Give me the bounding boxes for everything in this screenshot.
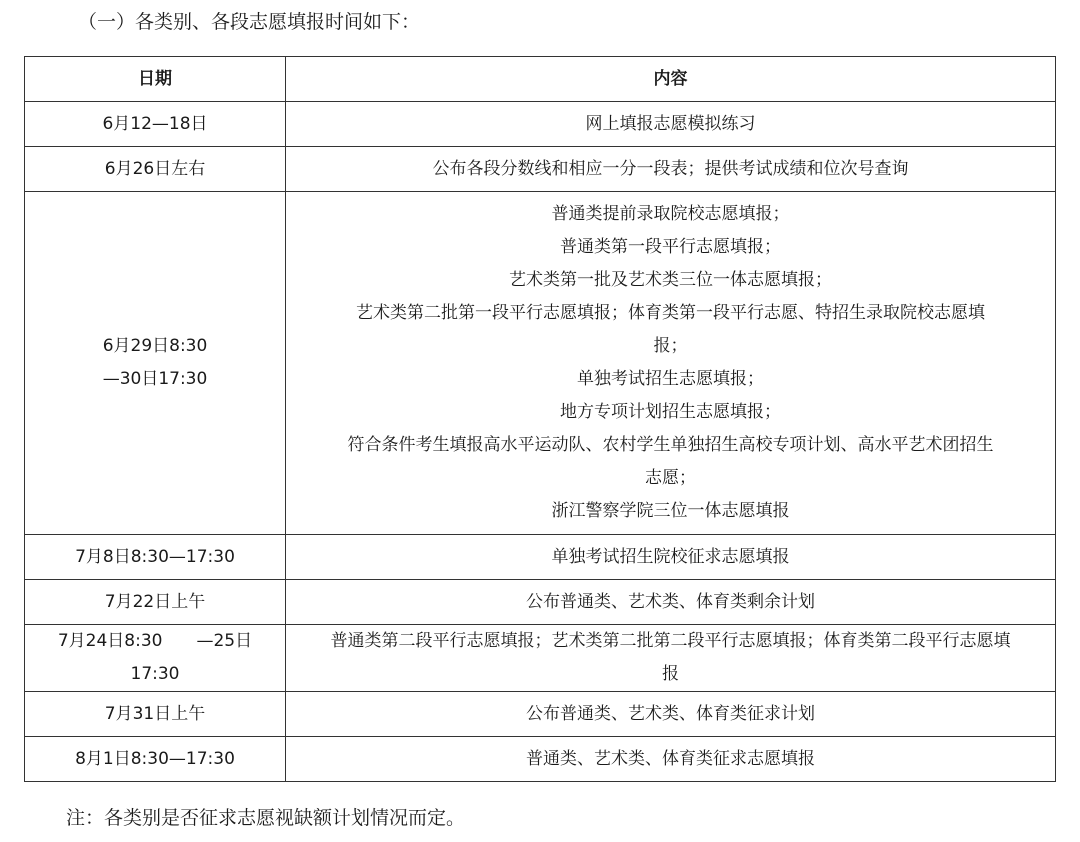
section-heading: （一）各类别、各段志愿填报时间如下： (78, 11, 421, 33)
date-text: 6月29日8:30 (102, 336, 208, 356)
table-row (25, 580, 1056, 625)
content-cell (286, 535, 1056, 580)
content-cell (286, 102, 1056, 147)
content-text: 报； (653, 336, 688, 356)
table-row (25, 147, 1056, 192)
content-text: 公布普通类、艺术类、体育类征求计划 (526, 703, 815, 724)
table-row (25, 535, 1056, 580)
content-text: 地方专项计划招生志愿填报； (560, 402, 781, 422)
content-text: 普通类、艺术类、体育类征求志愿填报 (526, 748, 815, 769)
content-text: 普通类第一段平行志愿填报； (560, 237, 781, 257)
content-text: 符合条件考生填报高水平运动队、农村学生单独招生高校专项计划、高水平艺术团招生 (347, 435, 994, 455)
content-text: 志愿； (645, 468, 696, 488)
content-text: 公布普通类、艺术类、体育类剩余计划 (526, 591, 815, 612)
schedule-table (24, 56, 1056, 782)
content-text: 普通类提前录取院校志愿填报； (551, 204, 790, 224)
date-cell (25, 102, 286, 147)
content-cell (286, 147, 1056, 192)
column-header-content: 内容 (286, 57, 1056, 102)
content-text: 公布各段分数线和相应一分一段表；提供考试成绩和位次号查询 (432, 158, 909, 179)
table-body (25, 102, 1056, 782)
column-header-date: 日期 (25, 57, 286, 102)
table-header-row (25, 57, 1056, 102)
content-text: 艺术类第一批及艺术类三位一体志愿填报； (509, 270, 832, 290)
table-row (25, 625, 1056, 692)
date-cell (25, 580, 286, 625)
content-text: 艺术类第二批第一段平行志愿填报；体育类第一段平行志愿、特招生录取院校志愿填 (356, 303, 985, 323)
footnote: 注：各类别是否征求志愿视缺额计划情况而定。 (66, 807, 466, 829)
date-text: 8月1日8:30—17:30 (75, 748, 235, 769)
content-text: 单独考试招生志愿填报； (577, 369, 764, 389)
table-row (25, 737, 1056, 782)
content-cell (286, 192, 1056, 535)
date-text: 7月8日8:30—17:30 (75, 546, 235, 567)
date-cell (25, 192, 286, 535)
content-cell (286, 580, 1056, 625)
content-text: 普通类第二段平行志愿填报；艺术类第二批第二段平行志愿填报；体育类第二段平行志愿填 (330, 631, 1011, 651)
date-text: 7月31日上午 (104, 703, 206, 724)
date-text: 7月22日上午 (104, 591, 206, 612)
date-text: —30日17:30 (102, 369, 208, 389)
table-row (25, 102, 1056, 147)
date-cell (25, 147, 286, 192)
date-text: 6月12—18日 (102, 113, 208, 134)
content-cell (286, 692, 1056, 737)
date-text: 7月24日8:30 —25日 (57, 631, 253, 651)
content-text: 报 (662, 664, 679, 684)
table-row (25, 692, 1056, 737)
date-cell (25, 692, 286, 737)
date-cell (25, 535, 286, 580)
content-cell (286, 625, 1056, 692)
content-text: 网上填报志愿模拟练习 (585, 113, 756, 134)
table-row (25, 192, 1056, 535)
date-text: 6月26日左右 (104, 158, 206, 179)
date-cell (25, 737, 286, 782)
content-text: 单独考试招生院校征求志愿填报 (551, 546, 790, 567)
date-cell (25, 625, 286, 692)
date-text: 17:30 (130, 664, 180, 684)
content-text: 浙江警察学院三位一体志愿填报 (551, 501, 790, 521)
content-cell (286, 737, 1056, 782)
